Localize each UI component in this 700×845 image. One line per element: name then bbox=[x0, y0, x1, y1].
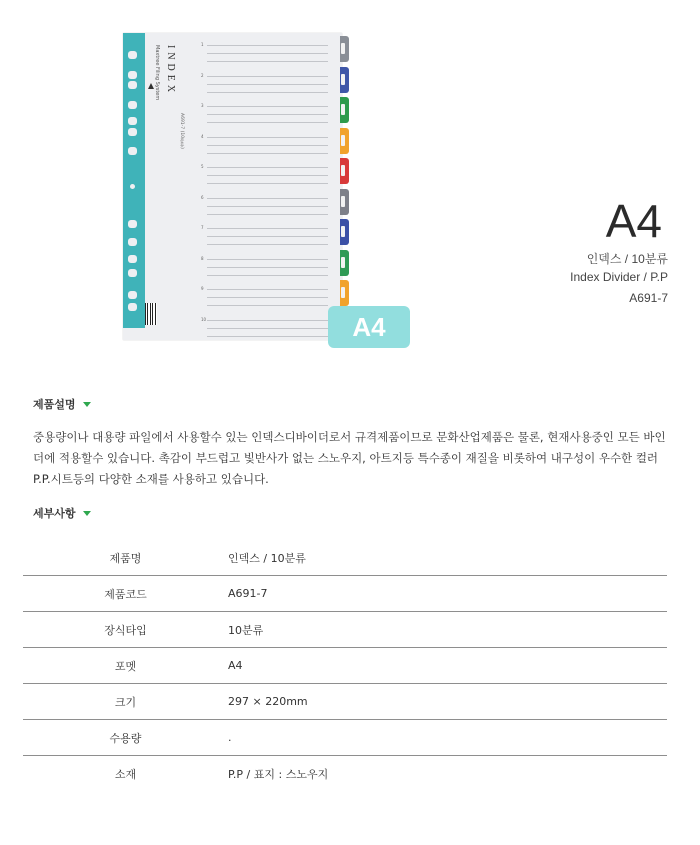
triangle-down-icon bbox=[83, 511, 91, 516]
index-tab bbox=[340, 250, 349, 276]
row-number: 6 bbox=[201, 194, 204, 200]
tab-label-area bbox=[341, 226, 345, 237]
row-line bbox=[207, 84, 328, 85]
tab-label-area bbox=[341, 165, 345, 176]
row-line bbox=[207, 106, 328, 107]
punch-hole bbox=[128, 255, 137, 263]
row-line bbox=[207, 61, 328, 62]
row-number: 9 bbox=[201, 286, 204, 291]
tab-label-area bbox=[341, 135, 345, 146]
description-body: 중용량이나 대용량 파일에서 사용할수 있는 인덱스디바이더로서 규격제품이므로 문화산업제품은 물론, 현재사용중인 모든 바인더에 적용할수 있습니다. 촉감이 부드럽고 빛반사가 없는 스노우지, 아트지등 특수종이 재질을 비롯하여 내구성이 우수한 컬러 P.P.시트등의 다양한 소재를 사용하고 있습니다. bbox=[33, 430, 666, 486]
row-line bbox=[207, 206, 328, 207]
table-row bbox=[23, 576, 667, 612]
row-line bbox=[207, 244, 328, 245]
row-value: 10분류 bbox=[228, 612, 667, 648]
row-label: 수용량 bbox=[23, 720, 228, 756]
row-line bbox=[207, 183, 328, 184]
index-tab bbox=[340, 128, 349, 154]
row-label: 장식타입 bbox=[23, 612, 228, 648]
row-number: 5 bbox=[201, 164, 204, 169]
row-label: 크기 bbox=[23, 684, 228, 720]
table-row bbox=[23, 540, 667, 576]
row-line bbox=[207, 137, 328, 138]
spine-subtitle: Maxtree Filing System bbox=[154, 45, 160, 101]
row-value: A691-7 bbox=[228, 576, 667, 612]
index-tab bbox=[340, 36, 349, 62]
punch-hole bbox=[130, 184, 135, 189]
row-line bbox=[207, 289, 328, 290]
product-code: A691-7 bbox=[629, 291, 668, 305]
row-line bbox=[207, 92, 328, 93]
row-label: 소재 bbox=[114, 767, 137, 781]
punch-hole bbox=[128, 269, 137, 277]
row-line bbox=[207, 297, 328, 298]
row-line bbox=[207, 122, 328, 123]
table-row bbox=[23, 684, 667, 720]
row-value: . bbox=[228, 720, 667, 756]
row-number: 3 bbox=[201, 103, 204, 108]
row-value: A4 bbox=[228, 648, 667, 684]
index-tab bbox=[340, 280, 349, 306]
tab-label-area bbox=[341, 104, 345, 115]
details-header[interactable] bbox=[33, 505, 91, 521]
row-line bbox=[207, 145, 328, 146]
row-line bbox=[207, 267, 328, 268]
product-image bbox=[123, 33, 348, 340]
row-value: 297 × 220mm bbox=[228, 684, 667, 720]
row-line bbox=[207, 167, 328, 168]
row-label: 제품코드 bbox=[23, 576, 228, 612]
row-number: 8 bbox=[201, 255, 204, 261]
punch-hole bbox=[128, 81, 137, 89]
row-number: 7 bbox=[201, 225, 204, 230]
tab-label-area bbox=[341, 196, 345, 207]
row-number: 1 bbox=[201, 42, 204, 47]
description-title: 제품설명 bbox=[33, 398, 76, 411]
table-row bbox=[23, 612, 667, 648]
row-line bbox=[207, 114, 328, 115]
punch-hole bbox=[128, 238, 137, 246]
punch-hole bbox=[128, 51, 137, 59]
row-line bbox=[207, 53, 328, 54]
product-english-name: Index Divider / P.P bbox=[570, 270, 668, 284]
size-badge: A4 bbox=[328, 306, 410, 348]
tab-label-area bbox=[341, 287, 345, 298]
row-line bbox=[207, 153, 328, 154]
product-name: 인덱스 / 10분류 bbox=[586, 252, 668, 266]
row-label: 포멧 bbox=[23, 648, 228, 684]
index-tab bbox=[340, 97, 349, 123]
table-row bbox=[23, 756, 667, 792]
spine-code: A691-7 (10분류) bbox=[179, 113, 184, 149]
description-header[interactable] bbox=[33, 396, 91, 412]
index-tab bbox=[340, 158, 349, 184]
row-line bbox=[207, 305, 328, 306]
row-line bbox=[207, 214, 328, 215]
index-sheet bbox=[123, 33, 342, 340]
punch-hole bbox=[128, 101, 137, 109]
tab-label-area bbox=[341, 74, 345, 85]
row-value: 인덱스 / 10분류 bbox=[228, 540, 667, 576]
tab-label-area bbox=[341, 43, 345, 54]
product-size: A4 bbox=[605, 195, 662, 247]
row-line bbox=[207, 236, 328, 237]
punch-hole bbox=[128, 291, 137, 299]
punch-hole bbox=[128, 220, 137, 228]
row-number: 10 bbox=[201, 316, 207, 322]
row-label: 제품명 bbox=[23, 540, 228, 576]
tab-label-area bbox=[341, 257, 345, 268]
row-line bbox=[207, 198, 328, 199]
row-line bbox=[207, 228, 328, 229]
row-line bbox=[207, 76, 328, 77]
index-tab bbox=[340, 67, 349, 93]
row-value: P.P / 표지 : 스노우지 bbox=[228, 767, 329, 781]
row-line bbox=[207, 259, 328, 260]
details-title: 세부사항 bbox=[33, 507, 76, 520]
index-tab bbox=[340, 219, 349, 245]
row-number: 2 bbox=[201, 72, 204, 78]
index-tab bbox=[340, 189, 349, 215]
details-table bbox=[23, 540, 667, 791]
row-line bbox=[207, 320, 328, 321]
row-number: 4 bbox=[201, 133, 204, 139]
triangle-down-icon bbox=[83, 402, 91, 407]
row-line bbox=[207, 275, 328, 276]
table-row bbox=[23, 720, 667, 756]
table-row bbox=[23, 648, 667, 684]
barcode-icon bbox=[145, 303, 157, 325]
punch-hole bbox=[128, 147, 137, 155]
row-line bbox=[207, 336, 328, 337]
sheet-spine bbox=[123, 33, 145, 328]
punch-hole bbox=[128, 117, 137, 125]
punch-hole bbox=[128, 128, 137, 136]
punch-hole bbox=[128, 71, 137, 79]
punch-hole bbox=[128, 303, 137, 311]
row-line bbox=[207, 45, 328, 46]
row-line bbox=[207, 328, 328, 329]
row-line bbox=[207, 175, 328, 176]
spine-title: INDEX bbox=[165, 45, 176, 97]
